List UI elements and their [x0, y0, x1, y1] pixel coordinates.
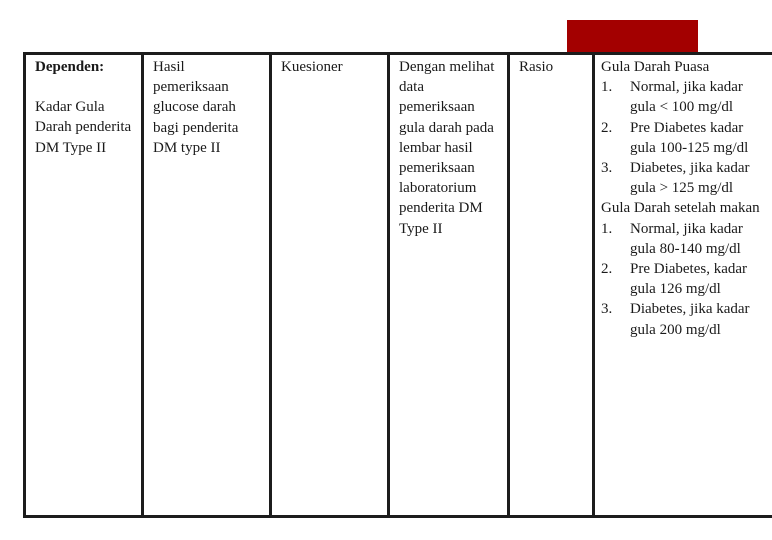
scale-cell: [509, 54, 594, 517]
fasting-criteria-list: [601, 77, 772, 198]
list-item: [601, 158, 772, 198]
list-item: [601, 118, 772, 158]
definition-cell: [143, 54, 271, 517]
list-item: [601, 77, 772, 117]
table-row: [25, 54, 772, 517]
after-meal-heading: Gula Darah setelah makan: [601, 200, 760, 217]
scale-text: Rasio: [519, 59, 554, 75]
fasting-heading: Gula Darah Puasa: [601, 59, 710, 75]
method-cell: [389, 54, 509, 517]
table-container: [23, 52, 760, 520]
accent-block: [567, 20, 698, 54]
method-text: Dengan melihat data pemeriksaan gula darah pada lembar hasil pemeriksaan laboratorium penderita DM Type II: [399, 59, 495, 237]
list-number: 2.: [601, 261, 613, 278]
after-meal-criteria-list: [601, 219, 772, 340]
list-item: [601, 259, 772, 299]
list-number: 3.: [601, 301, 613, 318]
instrument-text: Kuesioner: [281, 59, 343, 75]
list-text: Diabetes, jika kadar gula 200 mg/dl: [630, 301, 750, 338]
list-item: [601, 219, 772, 259]
variable-title: Dependen:: [35, 59, 105, 75]
variable-name: Kadar Gula Darah penderita DM Type II: [35, 99, 132, 156]
list-text: Pre Diabetes, kadar gula 126 mg/dl: [630, 261, 748, 298]
list-text: Pre Diabetes kadar gula 100-125 mg/dl: [630, 119, 749, 156]
list-number: 1.: [601, 79, 613, 96]
list-number: 1.: [601, 220, 613, 237]
list-number: 2.: [601, 119, 613, 136]
list-text: Diabetes, jika kadar gula > 125 mg/dl: [630, 160, 750, 197]
instrument-cell: [271, 54, 389, 517]
list-text: Normal, jika kadar gula 80-140 mg/dl: [630, 220, 743, 257]
spacer: [35, 77, 133, 97]
criteria-cell: [594, 54, 772, 517]
operational-definition-table: [23, 52, 772, 518]
list-item: [601, 299, 772, 339]
variable-cell: [25, 54, 143, 517]
definition-text: Hasil pemeriksaan glucose darah bagi penderita DM type II: [153, 59, 239, 156]
list-number: 3.: [601, 160, 613, 177]
list-text: Normal, jika kadar gula < 100 mg/dl: [630, 79, 743, 116]
